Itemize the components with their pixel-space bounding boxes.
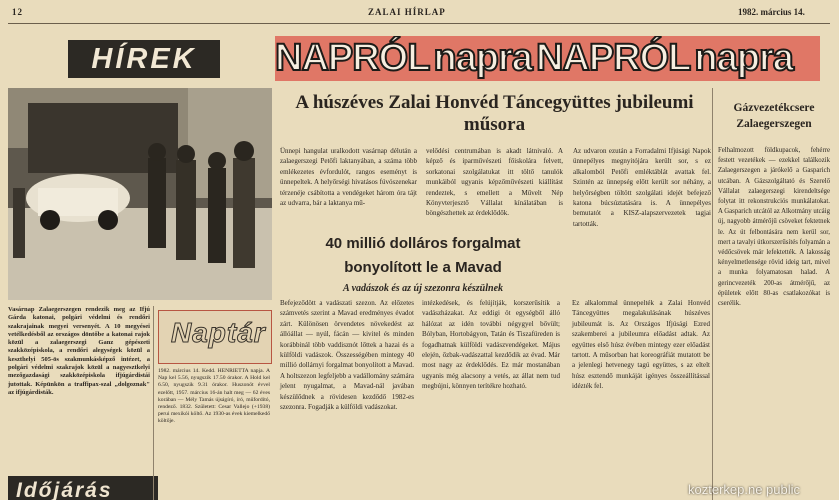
idojaras-title: Időjárás [8,476,158,500]
article3-text: Felhalmozott földkupacok, fehérre festett vezetékek — ezekkel találkozik Zalaegerszegen a járókelő a Gasparich utcában. A Gázszolgáltató és Szerelő Vállalat zalaegerszegi kirendeltsége folytat itt rekonstrukciós munkálatokat. A Gasparich utcától az Alkotmány utcáig új, nagyobb átmérőjű csöveket fektetnek le. Az út felbontására nem kerül sor, mert a tavalyi útkorszerűsítés folyamán a védőcsövek már lefektették. A lakosság kényelmetlensége rövid ideig tart, mivel a munka folyamatosan halad. A gerincvezeték 200-as átmérőjű, az épületek előtt 80-as csatlakozókat is cserélik. [718,147,830,308]
article2-col1: Befejeződött a vadászati szezon. Az előzetes számvetés szerint a Mavad eredményes évadot zárt. Különösen örvendetes növekedést az állóállat — nyúl, fácán — kivitel és minden korábbinál több vaddisznót lőttek a hazai és a külföldi vadászok. Összességében mintegy 40 millió dollárnyi forgalmat bonyolított a Mavad. A holtszezon legfeljebb a vadállomány számára jelent nyugalmat, a Mavad-nál javában készülődnek a rövidesen kezdődő 1982-es szezonra. Fogadják a külföldi vadászokat. [280,299,414,412]
column-divider [712,88,713,500]
article1-col1: Ünnepi hangulat uralkodott vasárnap délután a zalaegerszegi Petőfi laktanyában, a száma több emlékezetes évfordulót, rangos eseményt is ünnepeltek. A helyőrségi hivatásos fúvószenekar térzenéje csábította a vendégeket három óra tájt az udvarra, bár a laktanya mű- [280,147,417,208]
photo-caption-story: Vasárnap Zalaegerszegen rendezik meg az Ifjú Gárda katonai, polgári védelmi és rendőri szakrajainak megyei versenyét. A 10 megyései vetélkedésből az országos döntőbe a katonai rajok közül a zalaegerszegi Ganz gépészeti szakközépiskola, a rendőri alegységek közül a keszthelyi 505-ös szakmunkásképző intézet, a polgári védelmi szakrajok közül a nagyesztkelyi mezőgazdasági szakközépiskola ifjúgárdistái jutottak. Képünkön a traffipax-szal „dolgoznak" az ifjúgárdisták. [8,306,150,396]
headline-tancegyuttes: A húszéves Zalai Honvéd Táncegyüttes jubileumi műsora [295,92,694,135]
naprol-napra-band [275,36,820,81]
naptar-heading-box [158,310,272,364]
band-word-3: NAPRÓL [535,37,691,79]
left-column-divider [153,306,154,500]
subhead-mavad: A vadászok és az új szezonra készülnek [342,283,504,294]
news-photo [8,88,272,300]
naptar-title: Naptár [171,317,266,348]
band-word-1: NAPRÓL [275,37,430,79]
article1-col3: Az udvaron ezután a Forradalmi Ifjúsági Napok ünnepélyes megnyitójára került sor, s ez alkalomból Petőfi emléktáblát avattak fel. Szintén az ünnepség előtt került sor néhány, a helyőrségben töltött szolgálati idejét befejező katona búcsúztatására is. A ünnepélyes bemutatót a KISZ-alapszervezetek tagjai tartották. [573,147,711,228]
article1-col2: velődési centrumában is akadt látnivaló. A képző és iparművészeti főiskolára felvett, sorkatonai szolgálatukat itt töltő tanulók munkáiból ugyanis képzőművészeti kiállítást rendeztek, s emellett a Művelt Nép Könyvterjesztő Vállalat kínálatában is böngészhettek az érdeklődők. [426,147,563,218]
page-number: 12 [12,7,23,17]
hirek-title: HÍREK [68,40,220,78]
naptar-text: 1982. március 14. Kedd. HENRIETTA napja. A Nap kel 5.56, nyugszik 17.50 órakor. A Hold kel 6.50, nyugszik 9.31 órakor. Huszonöt évvel ezelőtt, 1957. március 16-án halt meg — 62 éves korában — Mély Tamás újságíró, író, műfordító, rendező. 1832. Született: Cesar Vallejo (+1938) perui mexikói költő. Az 1930-as évek kiemelkedő költője. [158,368,270,425]
headline-gazvezetek: Gázvezetékcsere Zalaegerszegen [733,102,815,130]
band-word-4: napra [694,37,793,79]
article2-col2: intézkedések, és felújítják, korszerűsítik a vadászházakat. Az eddigi öt egységből álló hálózat az idén további négygyel bővült; Bólyban, Hortobágyon, Tatán és Tiszafüreden is fogadhatnak külföldi vadászvendégeket. Május elején, őzbak-vadászattal kezdődik az évad. Már most nagy az érdeklődés. Ez már mostanában ugyanis még alacsony a vetés, az állat nem tud megbújni, könnyen terítékre hozható. [422,299,560,391]
paper-name: ZALAI HÍRLAP [368,7,446,17]
header-rule [8,23,830,24]
watermark: kozterkep.ne public [688,482,801,497]
page-header [0,0,839,24]
band-word-2: napra [433,37,532,79]
news-photo-image [8,88,272,300]
issue-date: 1982. március 14. [738,7,805,17]
article2-col3: Ez alkalommal ünnepelték a Zalai Honvéd Táncegyüttes megalakulásának húszéves jubileumát is. Az Országos Ifjúsági Ezred szakemberei a jubileumra előadást adtak. Az együttes első húsz évében mintegy ezer előadást tartott. A műsorban hat koreográfiát mutatott be a jelenlegi hetvenegy tagú együttes, s az eltelt húsz esztendő munkáját igényes összeállítással idézték fel. [572,299,710,391]
headline-mavad: 40 millió dolláros forgalmat bonyolított le a Mavad [325,235,521,276]
